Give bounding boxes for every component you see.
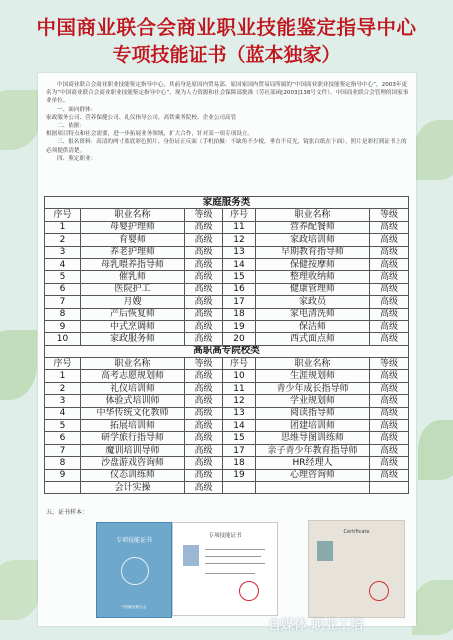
table-cell: 产后恢复师 (81, 308, 185, 320)
table-row (45, 320, 409, 332)
table-cell: 中华传统文化教师 (81, 407, 185, 419)
table-category-row (45, 197, 409, 209)
table-row (45, 271, 409, 283)
table-cell: 18 (223, 308, 256, 320)
table-cell: 高级 (370, 246, 409, 258)
table-cell: 月嫂 (81, 296, 185, 308)
table-cell: 14 (223, 420, 256, 432)
table-row (45, 258, 409, 270)
table-cell: 高级 (185, 234, 223, 246)
table-row (45, 370, 409, 382)
intro-paragraph: 一、面向群体： (57, 106, 97, 113)
table-cell: 早期教育指导师 (256, 246, 370, 258)
table-cell: 高级 (370, 457, 409, 469)
table-cell: 沙盘游戏咨询师 (81, 457, 185, 469)
table-header-cell: 职业名称 (256, 209, 370, 221)
table-cell: 19 (223, 469, 256, 481)
table-cell: 高级 (185, 395, 223, 407)
stamp-icon (369, 581, 389, 601)
table-cell: 思维导图训练师 (256, 432, 370, 444)
table-cell: 12 (223, 395, 256, 407)
table-cell (370, 481, 409, 493)
table-cell: 10 (223, 370, 256, 382)
table-cell: 13 (223, 246, 256, 258)
text-line (205, 563, 265, 564)
table-cell: 团建培训师 (256, 420, 370, 432)
table-row (45, 481, 409, 493)
table-row (45, 234, 409, 246)
certificate-photo (317, 541, 333, 561)
table-cell: 5 (45, 420, 81, 432)
table-cell: 医院护工 (81, 283, 185, 295)
table-cell: 研学旅行指导师 (81, 432, 185, 444)
table-cell: 高级 (185, 296, 223, 308)
table-cell: 催乳师 (81, 271, 185, 283)
table-cell: 20 (223, 333, 256, 345)
table-row (45, 469, 409, 481)
table-cell: 5 (45, 271, 81, 283)
table-cell: 高级 (185, 469, 223, 481)
table-cell: 高级 (185, 382, 223, 394)
table-cell: 亲子青少年教育指导师 (256, 444, 370, 456)
table-cell: 高级 (370, 296, 409, 308)
table-cell: 中式烹调师 (81, 320, 185, 332)
certificate-photo-sample (308, 520, 405, 618)
table-cell: 家政培训师 (256, 234, 370, 246)
stamp-icon (239, 581, 259, 601)
table-header-cell: 等级 (370, 209, 409, 221)
certificate-inner-title: 专项技能证书 (208, 533, 242, 539)
table-cell: 高级 (370, 420, 409, 432)
table-cell: HR经理人 (256, 457, 370, 469)
certificate-cover-title: 专项技能证书 (115, 537, 152, 544)
table-cell: 生涯规划师 (256, 370, 370, 382)
leaf-decoration (412, 580, 453, 635)
table-cell: 13 (223, 407, 256, 419)
table-cell: 学业规划师 (256, 395, 370, 407)
table-cell: 7 (45, 296, 81, 308)
table-cell: 母乳喂养指导师 (81, 258, 185, 270)
table-cell: 15 (223, 432, 256, 444)
table-cell: 心理咨询师 (256, 469, 370, 481)
table-cell: 高级 (185, 320, 223, 332)
table-cell: 高级 (370, 308, 409, 320)
intro-paragraph: 家政服务公司、营养保健公司、礼仪指导公司、高铁乘务院校、企业公司高管 (46, 114, 237, 121)
table-header-cell: 序号 (223, 209, 256, 221)
table-row (45, 444, 409, 456)
table-cell: 礼仪培训师 (81, 382, 185, 394)
table-cell: 4 (45, 407, 81, 419)
table-cell: 高级 (185, 481, 223, 493)
table-cell: 1 (45, 370, 81, 382)
table-row (45, 382, 409, 394)
table-cell: 8 (45, 457, 81, 469)
leaf-decoration (0, 560, 40, 620)
table-header-cell: 等级 (185, 209, 223, 221)
table-cell: 高级 (370, 271, 409, 283)
certificate-cover-footer: 中国商业联合会 (121, 605, 147, 609)
table-header-cell: 职业名称 (256, 358, 370, 370)
table-cell: 高级 (370, 469, 409, 481)
table-cell: 高级 (185, 246, 223, 258)
table-cell: 会计实操 (81, 481, 185, 493)
table-cell: 9 (45, 320, 81, 332)
table-cell: 19 (223, 320, 256, 332)
table-cell: 11 (223, 221, 256, 233)
table-row (45, 420, 409, 432)
table-category: 家庭服务类 (45, 197, 409, 209)
leaf-decoration (0, 90, 40, 150)
table-cell: 1 (45, 221, 81, 233)
table-header-cell: 序号 (45, 209, 81, 221)
table-cell: 家政服务师 (81, 333, 185, 345)
table-cell: 2 (45, 382, 81, 394)
certificate-photo-title: Certificate (343, 529, 370, 535)
certificate-inner-page (172, 522, 278, 616)
table-row (45, 246, 409, 258)
certificate-blue-cover (96, 522, 172, 618)
table-cell: 高级 (370, 382, 409, 394)
table-cell: 8 (45, 308, 81, 320)
table-cell: 高级 (185, 271, 223, 283)
table-row (45, 283, 409, 295)
table-header-cell: 等级 (185, 358, 223, 370)
table-cell: 青少年成长指导师 (256, 382, 370, 394)
table-cell (256, 481, 370, 493)
certificate-sample-label: 五、证书样本： (46, 509, 89, 516)
table-row (45, 296, 409, 308)
table-cell: 高级 (185, 407, 223, 419)
table-cell: 3 (45, 395, 81, 407)
table-header-row (45, 209, 409, 221)
table-category-row (45, 345, 409, 357)
table-cell: 体验式培训师 (81, 395, 185, 407)
table-cell: 12 (223, 234, 256, 246)
table-row (45, 432, 409, 444)
table-cell: 整理收纳师 (256, 271, 370, 283)
table-row (45, 221, 409, 233)
table-cell: 7 (45, 444, 81, 456)
table-cell: 高级 (185, 420, 223, 432)
table-cell: 4 (45, 258, 81, 270)
table-cell: 保健按摩师 (256, 258, 370, 270)
table-row (45, 395, 409, 407)
intro-paragraph: 四、鉴定职业： (57, 155, 97, 162)
watermark-text: 自媒体 职业工培 (268, 618, 364, 633)
table-cell: 11 (223, 382, 256, 394)
table-cell: 母婴护理师 (81, 221, 185, 233)
occupation-table (44, 196, 409, 494)
table-cell: 高级 (370, 407, 409, 419)
leaf-decoration (418, 420, 453, 480)
table-cell: 高考志愿规划师 (81, 370, 185, 382)
table-cell: 高级 (185, 370, 223, 382)
table-cell: 2 (45, 234, 81, 246)
leaf-decoration (414, 120, 453, 180)
table-cell: 高级 (185, 457, 223, 469)
text-line (205, 573, 255, 574)
text-line (205, 556, 261, 557)
intro-paragraph: 中国商业联合会商业职业技能鉴定指导中心，其前身是原国内贸易部、原国家国内贸易局所属的“中国商业职业技能鉴定指导中心”，2003年更名为“中国商业联合会商业职业技能鉴定指导中心”。现为人力资源和社会保障部批准（劳社部函[2003]138号文件）、中国商业联合会管理的国家事业单位。 (46, 82, 409, 105)
table-cell: 高级 (185, 221, 223, 233)
table-cell: 3 (45, 246, 81, 258)
intro-paragraph: 三、报名资料：高清的两寸蓝底彩色照片、身份证正反面（手机拍摄：不缺角不少棱，垂直不反光，镜张白纸在下面），照片是彩打到证书上的必须提供清楚。 (46, 139, 407, 154)
intro-paragraph: 二、依据： (57, 123, 85, 130)
table-cell: 高级 (370, 333, 409, 345)
page-title: 中国商业联合会商业职业技能鉴定指导中心 (36, 16, 417, 39)
table-category: 高职高专院校类 (45, 345, 409, 357)
table-cell: 高级 (370, 432, 409, 444)
table-header-cell: 序号 (223, 358, 256, 370)
table-cell: 高级 (185, 258, 223, 270)
table-cell: 阅读指导师 (256, 407, 370, 419)
table-cell: 高级 (185, 283, 223, 295)
table-row (45, 407, 409, 419)
table-cell: 高级 (370, 395, 409, 407)
table-cell: 育婴师 (81, 234, 185, 246)
table-cell: 高级 (370, 370, 409, 382)
table-row (45, 333, 409, 345)
table-cell: 营养配餐师 (256, 221, 370, 233)
table-cell (45, 481, 81, 493)
page-subtitle: 专项技能证书（蓝本独家） (112, 44, 341, 66)
table-cell: 高级 (370, 234, 409, 246)
table-cell: 高级 (185, 333, 223, 345)
intro-paragraph: 根据项目特点和社会需要，进一步拓展业务领域，扩大合作，针对某一项专项设立。 (46, 131, 253, 138)
table-cell: 健康管理师 (256, 283, 370, 295)
table-cell: 15 (223, 271, 256, 283)
table-cell: 拓展培训师 (81, 420, 185, 432)
table-cell: 高级 (370, 320, 409, 332)
table-header-cell: 等级 (370, 358, 409, 370)
table-cell: 家政员 (256, 296, 370, 308)
table-header-row (45, 358, 409, 370)
table-header-cell: 序号 (45, 358, 81, 370)
table-cell: 保洁师 (256, 320, 370, 332)
table-cell: 17 (223, 444, 256, 456)
table-cell: 9 (45, 469, 81, 481)
table-cell (223, 481, 256, 493)
table-cell: 高级 (185, 444, 223, 456)
seal-icon (121, 557, 149, 585)
table-cell: 高级 (370, 221, 409, 233)
table-cell: 10 (45, 333, 81, 345)
table-cell: 高级 (185, 432, 223, 444)
table-cell: 高级 (370, 283, 409, 295)
text-line (205, 549, 265, 550)
table-cell: 仪态训练师 (81, 469, 185, 481)
table-row (45, 457, 409, 469)
certificate-photo (183, 545, 199, 566)
table-cell: 西式面点师 (256, 333, 370, 345)
intro-text (46, 81, 409, 163)
table-cell: 16 (223, 283, 256, 295)
table-cell: 高级 (370, 258, 409, 270)
table-cell: 高级 (185, 308, 223, 320)
table-row (45, 308, 409, 320)
table-cell: 6 (45, 283, 81, 295)
table-header-cell: 职业名称 (81, 209, 185, 221)
table-cell: 18 (223, 457, 256, 469)
table-cell: 魔训培训导师 (81, 444, 185, 456)
table-header-cell: 职业名称 (81, 358, 185, 370)
table-cell: 14 (223, 258, 256, 270)
table-cell: 高级 (370, 444, 409, 456)
table-cell: 养老护理师 (81, 246, 185, 258)
table-cell: 6 (45, 432, 81, 444)
leaf-decoration (0, 330, 37, 400)
table-cell: 17 (223, 296, 256, 308)
table-cell: 家电清洗师 (256, 308, 370, 320)
